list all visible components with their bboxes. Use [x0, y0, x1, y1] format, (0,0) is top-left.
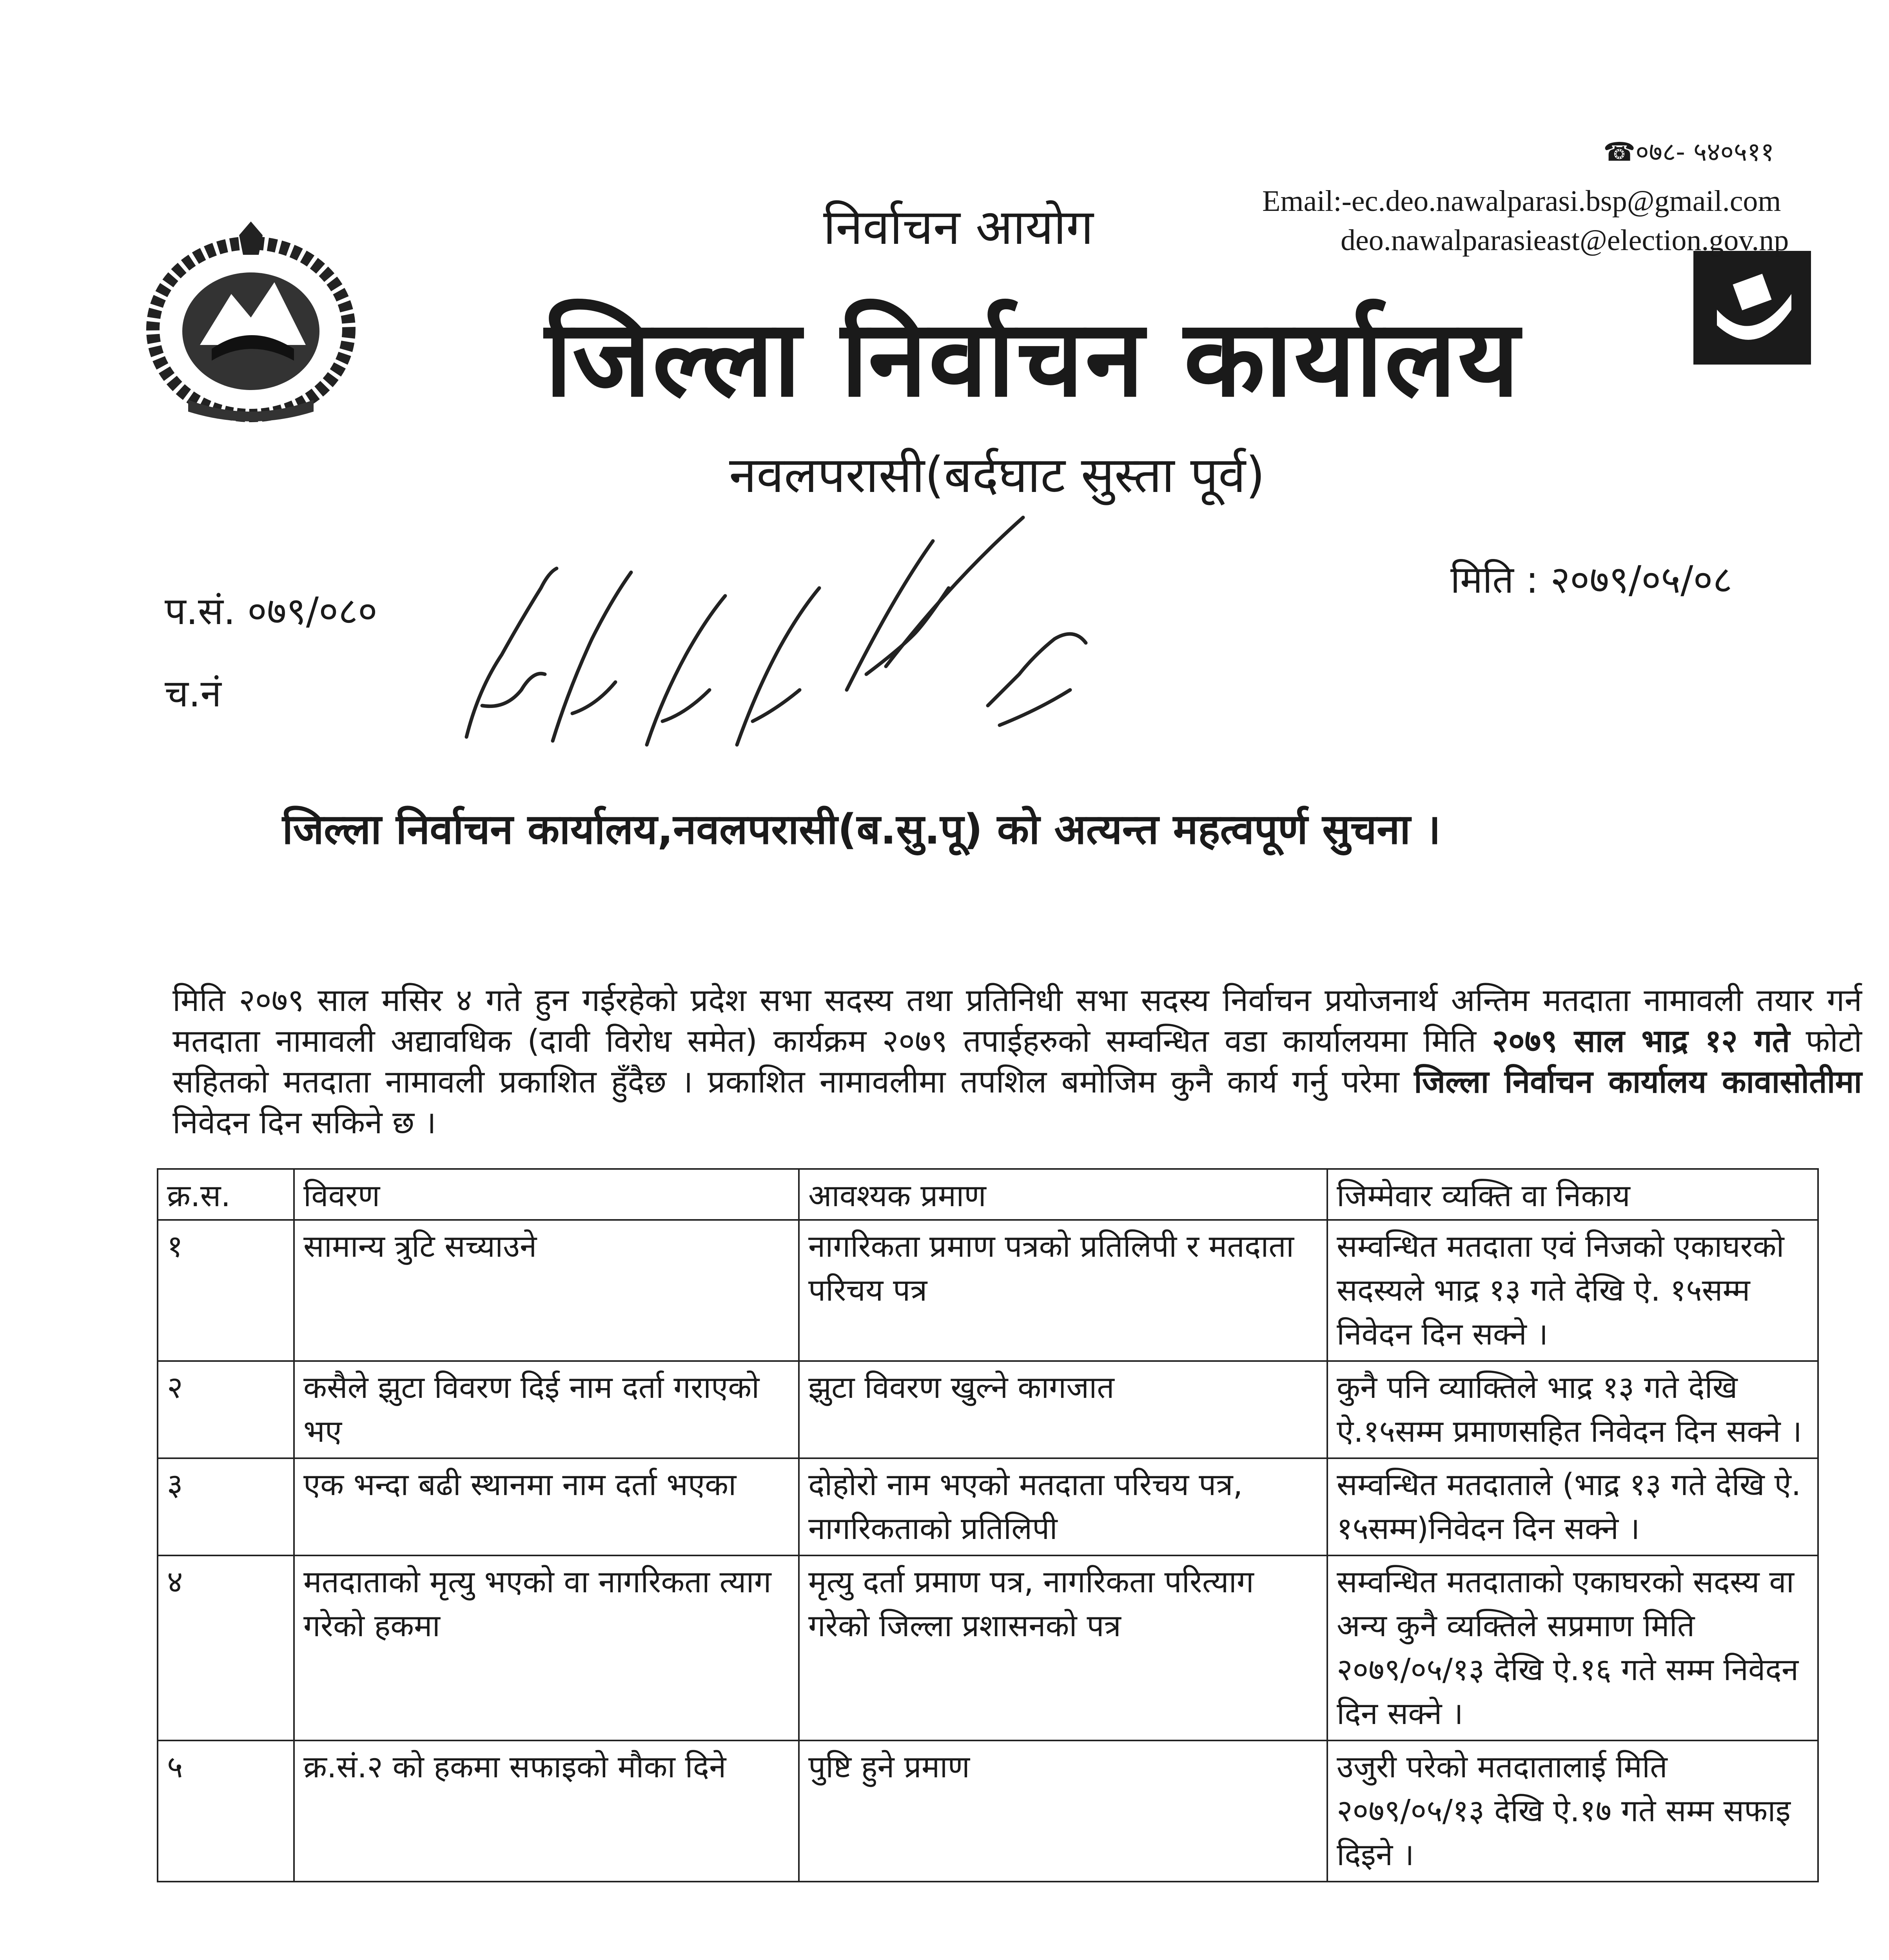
paragraph-text-1: मिति २०७९ साल मसिर ४ गते हुन गईरहेको प्रदेश सभा सदस्य तथा प्रतिनिधी सभा सदस्य निर्वाचन प्रयोजनार्थ अन्तिम मतदाता नामावली तयार गर्न मतदाता नामावली अद्यावधिक (दावी विरोध समेत) कार्यक्रम २०७९ तपाईहरुको सम्वन्धित वडा कार्यालयमा मिति	[172, 982, 1862, 1059]
email-address-1: Email:-ec.deo.nawalparasi.bsp@gmail.com	[1262, 185, 1781, 218]
table-row	[158, 1220, 1818, 1361]
cell-responsible: सम्वन्धित मतदाताले (भाद्र १३ गते देखि ऐ. १५सम्म)निवेदन दिन सक्ने ।	[1327, 1458, 1818, 1555]
handwritten-signature-mark	[443, 470, 1188, 768]
cell-proof: नागरिकता प्रमाण पत्रको प्रतिलिपी र मतदाता परिचय पत्र	[799, 1220, 1327, 1361]
paragraph-text-3: निवेदन दिन सकिने छ ।	[172, 1104, 436, 1141]
paragraph-text-2: फोटो सहितको मतदाता नामावली प्रकाशित हुँदैछ । प्रकाशित नामावलीमा तपशिल बमोजिम कुनै कार्य गर्नु परेमा	[172, 1023, 1862, 1100]
office-title: जिल्ला निर्वाचन कार्यालय	[545, 297, 1521, 420]
header-description: विवरण	[294, 1169, 799, 1220]
cell-proof: मृत्यु दर्ता प्रमाण पत्र, नागरिकता परित्याग गरेको जिल्ला प्रशासनको पत्र	[799, 1555, 1327, 1740]
header-serial: क्र.स.	[158, 1169, 294, 1220]
table-row	[158, 1740, 1818, 1882]
cell-description: क्र.सं.२ को हकमा सफाइको मौका दिने	[294, 1740, 799, 1882]
header-required-proof: आवश्यक प्रमाण	[799, 1169, 1327, 1220]
table-row	[158, 1555, 1818, 1740]
table-row	[158, 1361, 1818, 1458]
email-address-2: deo.nawalparasieast@election.gov.np	[1341, 224, 1789, 257]
cell-serial: १	[158, 1220, 294, 1361]
cell-responsible: सम्वन्धित मतदाताको एकाघरको सदस्य वा अन्य कुनै व्यक्तिले सप्रमाण मिति २०७९/०५/१३ देखि ऐ.१६ गते सम्म निवेदन दिन सक्ने ।	[1327, 1555, 1818, 1740]
cell-serial: ५	[158, 1740, 294, 1882]
cell-responsible: सम्वन्धित मतदाता एवं निजको एकाघरको सदस्यले भाद्र १३ गते देखि ऐ. १५सम्म निवेदन दिन सक्ने ।	[1327, 1220, 1818, 1361]
cell-description: मतदाताको मृत्यु भएको वा नागरिकता त्याग गरेको हकमा	[294, 1555, 799, 1740]
cell-proof: पुष्टि हुने प्रमाण	[799, 1740, 1327, 1882]
schedule-table	[157, 1168, 1819, 1882]
cell-responsible: कुनै पनि व्याक्तिले भाद्र १३ गते देखि ऐ.१५सम्म प्रमाणसहित निवेदन दिन सक्ने ।	[1327, 1361, 1818, 1458]
cell-description: कसैले झुटा विवरण दिई नाम दर्ता गराएको भए	[294, 1361, 799, 1458]
commission-name: निर्वाचन आयोग	[823, 199, 1094, 256]
cell-description: एक भन्दा बढी स्थानमा नाम दर्ता भएका	[294, 1458, 799, 1555]
cell-proof: झुटा विवरण खुल्ने कागजात	[799, 1361, 1327, 1458]
paragraph-bold-office: जिल्ला निर्वाचन कार्यालय कावासोतीमा	[1414, 1063, 1862, 1100]
cell-description: सामान्य त्रुटि सच्याउने	[294, 1220, 799, 1361]
cell-proof: दोहोरो नाम भएको मतदाता परिचय पत्र, नागरिकताको प्रतिलिपी	[799, 1458, 1327, 1555]
letter-date: मिति : २०७९/०५/०८	[1450, 558, 1733, 602]
notice-headline: जिल्ला निर्वाचन कार्यालय,नवलपरासी(ब.सु.पू) को अत्यन्त महत्वपूर्ण सुचना ।	[282, 805, 1441, 853]
cell-serial: ४	[158, 1555, 294, 1740]
ec-logo-icon	[1693, 251, 1811, 365]
header-responsible: जिम्मेवार व्यक्ति वा निकाय	[1327, 1169, 1818, 1220]
paragraph-bold-date: २०७९ साल भाद्र १२ गते	[1492, 1023, 1790, 1059]
cell-responsible: उजुरी परेको मतदातालाई मिति २०७९/०५/१३ देखि ऐ.१७ गते सम्म सफाइ दिइने ।	[1327, 1740, 1818, 1882]
table-header-row	[158, 1169, 1818, 1220]
dispatch-number: च.नं	[165, 671, 221, 715]
cell-serial: २	[158, 1361, 294, 1458]
district-name: नवलपरासी(बर्दघाट सुस्ता पूर्व)	[729, 446, 1265, 504]
cell-serial: ३	[158, 1458, 294, 1555]
reference-number: प.सं. ०७९/०८०	[165, 589, 377, 633]
notice-paragraph	[172, 980, 1862, 1143]
phone-number: ☎०७८- ५४०५११	[1603, 137, 1774, 167]
table-row	[158, 1458, 1818, 1555]
nepal-emblem-icon	[141, 220, 361, 423]
